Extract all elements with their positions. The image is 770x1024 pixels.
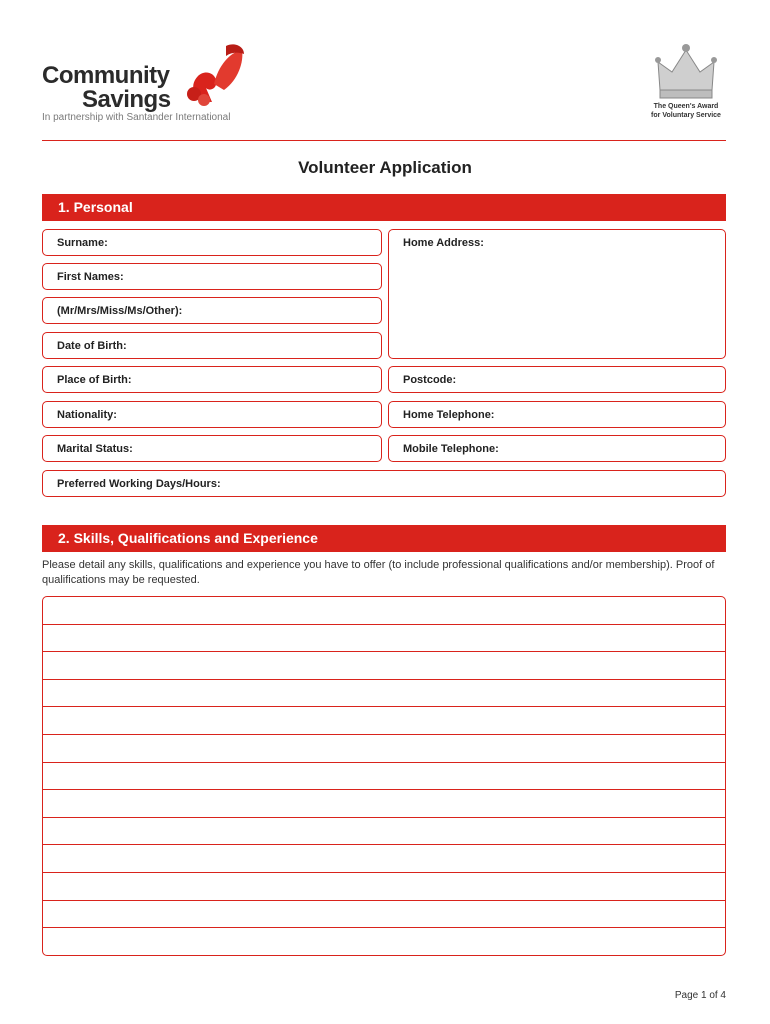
queens-award-logo	[642, 40, 730, 126]
home-telephone-field[interactable]	[388, 401, 726, 428]
postcode-field[interactable]	[388, 366, 726, 393]
brand-name-line1: Community	[42, 62, 170, 89]
writing-line[interactable]	[43, 652, 725, 680]
writing-line[interactable]	[43, 845, 725, 873]
home-address-field[interactable]	[388, 229, 726, 359]
postcode-label: Postcode:	[403, 374, 457, 386]
nationality-field[interactable]	[42, 401, 382, 428]
section-personal-heading: 1. Personal	[42, 194, 726, 221]
mobile-telephone-label: Mobile Telephone:	[403, 443, 499, 455]
first-names-field[interactable]	[42, 263, 382, 290]
community-savings-logo	[42, 40, 262, 126]
surname-field[interactable]	[42, 229, 382, 256]
writing-line[interactable]	[43, 625, 725, 653]
writing-line[interactable]	[43, 735, 725, 763]
writing-line[interactable]	[43, 707, 725, 735]
brand-name-line2: Savings	[82, 86, 171, 113]
writing-line[interactable]	[43, 680, 725, 708]
home-address-label: Home Address:	[403, 237, 484, 249]
writing-line[interactable]	[43, 818, 725, 846]
award-caption-line1: The Queen's Award	[653, 103, 719, 110]
writing-line[interactable]	[43, 790, 725, 818]
mobile-telephone-field[interactable]	[388, 435, 726, 462]
squirrel-icon	[174, 40, 246, 110]
partner-tagline: In partnership with Santander International	[42, 112, 231, 123]
surname-label: Surname:	[57, 237, 108, 249]
page-title: Volunteer Application	[298, 158, 472, 177]
writing-line[interactable]	[43, 763, 725, 791]
title-label: (Mr/Mrs/Miss/Ms/Other):	[57, 305, 183, 317]
date-of-birth-label: Date of Birth:	[57, 340, 127, 352]
writing-line[interactable]	[43, 597, 725, 625]
award-caption-line2: for Voluntary Service	[651, 112, 721, 119]
place-of-birth-label: Place of Birth:	[57, 374, 132, 386]
header-divider	[42, 140, 726, 141]
crown-icon	[650, 40, 722, 102]
first-names-label: First Names:	[57, 271, 124, 283]
title-field[interactable]	[42, 297, 382, 324]
date-of-birth-field[interactable]	[42, 332, 382, 359]
place-of-birth-field[interactable]	[42, 366, 382, 393]
writing-line[interactable]	[43, 928, 725, 956]
preferred-hours-label: Preferred Working Days/Hours:	[57, 478, 221, 490]
preferred-hours-field[interactable]	[42, 470, 726, 497]
skills-description: Please detail any skills, qualifications and experience you have to offer (to include professional qualifications and/or membership). Proof of qualifications may be requested.	[42, 559, 715, 586]
nationality-label: Nationality:	[57, 409, 117, 421]
home-telephone-label: Home Telephone:	[403, 409, 495, 421]
writing-line[interactable]	[43, 901, 725, 929]
section-skills-heading: 2. Skills, Qualifications and Experience	[42, 525, 726, 552]
writing-line[interactable]	[43, 873, 725, 901]
skills-text-area[interactable]	[42, 596, 726, 956]
page-number: Page 1 of 4	[674, 990, 726, 1001]
marital-status-label: Marital Status:	[57, 443, 133, 455]
marital-status-field[interactable]	[42, 435, 382, 462]
